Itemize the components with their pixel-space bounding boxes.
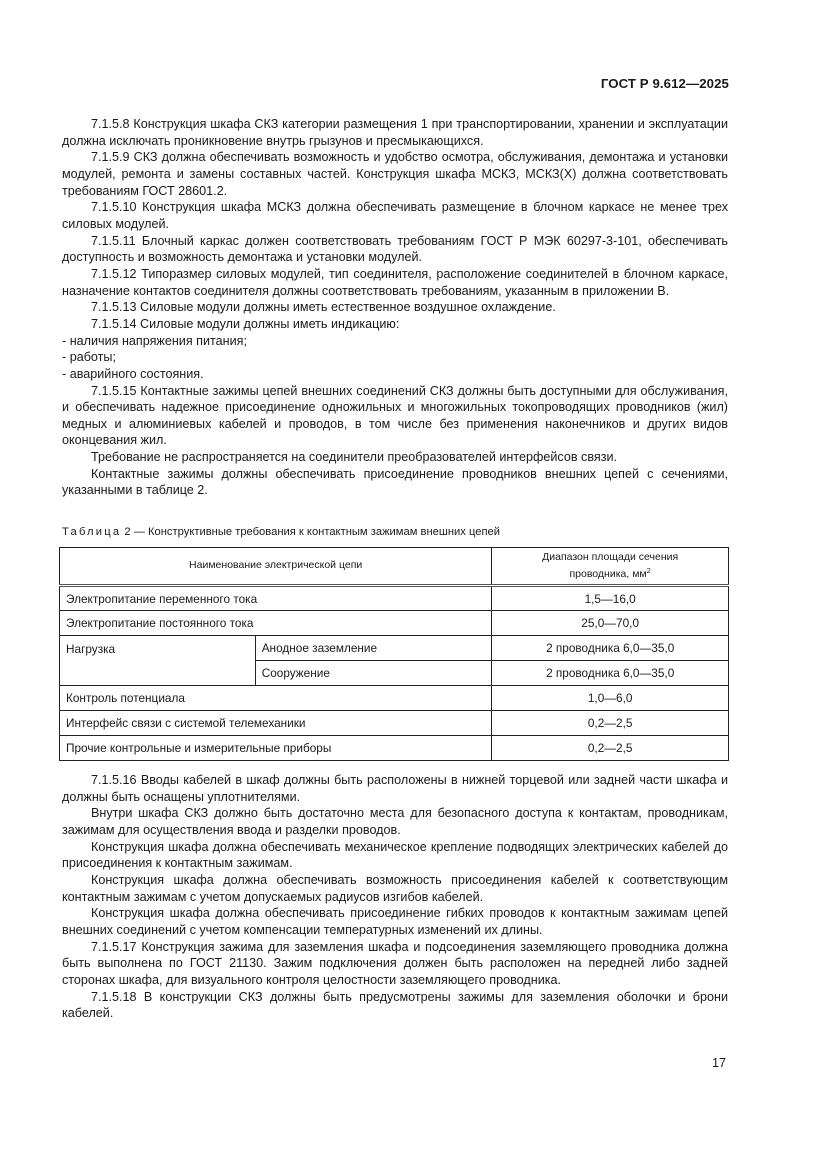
paragraph-7-1-5-15: 7.1.5.15 Контактные зажимы цепей внешних соединений СКЗ должны быть доступными для обслуживания, и обеспечивать надежное присоединение одножильных и многожильных токопроводящих проводников (жил) медных и алюминиевых кабелей и проводов, в том числе без применения наконечников и других видов оконцевания жил. xyxy=(62,383,728,448)
cell-circuit-name: Электропитание переменного тока xyxy=(60,586,492,611)
paragraph-7-1-5-13: 7.1.5.13 Силовые модули должны иметь естественное воздушное охлаждение. xyxy=(91,300,556,315)
cell-circuit-name: Прочие контрольные и измерительные приборы xyxy=(60,736,492,761)
list-item: - аварийного состояния. xyxy=(62,366,204,381)
list-item: - работы; xyxy=(62,350,116,365)
cell-circuit-name: Интерфейс связи с системой телемеханики xyxy=(60,711,492,736)
paragraph-7-1-5-12: 7.1.5.12 Типоразмер силовых модулей, тип соединителя, расположение соединителей в блочном каркасе, назначение контактов соединителя должны соответствовать требованиям, указанным в приложении В. xyxy=(62,266,728,298)
cell-range: 2 проводника 6,0—35,0 xyxy=(492,636,729,661)
paragraph-7-1-5-17: 7.1.5.17 Конструкция зажима для заземления шкафа и подсоединения заземляющего проводника должна быть выполнена по ГОСТ 21130. Зажим подключения должен быть расположен на передней либо задней сторонах шкафа, для визуального контроля целостности заземляющего проводника. xyxy=(62,939,728,987)
table-caption xyxy=(62,525,500,539)
paragraph-access-space: Внутри шкафа СКЗ должно быть достаточно места для безопасного доступа к контактам, проводникам, зажимам для осуществления ввода и разделки проводов. xyxy=(62,806,728,837)
document-code-header: ГОСТ Р 9.612—2025 xyxy=(600,76,729,91)
cell-circuit-name: Электропитание постоянного тока xyxy=(60,611,492,636)
paragraph-7-1-5-11: 7.1.5.11 Блочный каркас должен соответствовать требованиям ГОСТ Р МЭК 60297-3-101, обеспечивать доступность и возможность демонтажа и установки модулей. xyxy=(62,233,728,265)
paragraph-7-1-5-8: 7.1.5.8 Конструкция шкафа СКЗ категории размещения 1 при транспортировании, хранении и эксплуатации должна исключать проникновение внутрь грызунов и пресмыкающихся. xyxy=(62,117,728,148)
table-caption-title: 2 — Конструктивные требования к контактным зажимам внешних цепей xyxy=(121,526,501,538)
header-range-line1: Диапазон площади сечения xyxy=(542,550,679,563)
header-unit-superscript: 2 xyxy=(646,566,651,575)
column-header-circuit-name: Наименование электрической цепи xyxy=(60,548,492,586)
table-caption-label: Таблица xyxy=(62,526,122,538)
cell-range: 0,2—2,5 xyxy=(492,711,729,736)
cell-sub-circuit: Анодное заземление xyxy=(255,636,492,661)
paragraph-7-1-5-10: 7.1.5.10 Конструкция шкафа МСКЗ должна обеспечивать размещение в блочном каркасе не менее трех силовых модулей. xyxy=(62,200,728,231)
table-row xyxy=(60,736,729,761)
table-row xyxy=(60,686,729,711)
paragraph-table-reference: Контактные зажимы должны обеспечивать присоединение проводников внешних цепей с сечениями, указанными в таблице 2. xyxy=(62,466,728,498)
paragraph-flexible-wires: Конструкция шкафа должна обеспечивать присоединение гибких проводов к контактным зажимам цепей внешних соединений с учетом компенсации температурных изменений их длины. xyxy=(62,906,728,937)
list-item: - наличия напряжения питания; xyxy=(62,333,247,348)
table-row xyxy=(60,636,729,661)
body-text-bottom xyxy=(62,772,728,1022)
column-header-cross-section-range xyxy=(492,548,729,586)
paragraph-exception-note: Требование не распространяется на соединители преобразователей интерфейсов связи. xyxy=(91,450,618,465)
cell-sub-circuit: Сооружение xyxy=(255,661,492,686)
cell-circuit-name: Контроль потенциала xyxy=(60,686,492,711)
paragraph-7-1-5-16: 7.1.5.16 Вводы кабелей в шкаф должны быть расположены в нижней торцевой или задней части шкафа и должны быть оснащены уплотнителями. xyxy=(62,773,728,804)
paragraph-bend-radius: Конструкция шкафа должна обеспечивать возможность присоединения кабелей к соответствующим контактным зажимам с учетом допускаемых радиусов изгибов кабелей. xyxy=(62,872,728,904)
table-header-row xyxy=(60,548,729,586)
cell-range: 1,0—6,0 xyxy=(492,686,729,711)
cell-range: 25,0—70,0 xyxy=(492,611,729,636)
table-row xyxy=(60,711,729,736)
paragraph-mechanical-fastening: Конструкция шкафа должна обеспечивать механическое крепление подводящих электрических кабелей до присоединения к контактным зажимам. xyxy=(62,839,728,871)
body-text-top xyxy=(62,116,728,499)
table-row xyxy=(60,586,729,611)
paragraph-7-1-5-14: 7.1.5.14 Силовые модули должны иметь индикацию: xyxy=(91,316,400,331)
cell-range: 1,5—16,0 xyxy=(492,586,729,611)
paragraph-7-1-5-9: 7.1.5.9 СКЗ должна обеспечивать возможность и удобство осмотра, обслуживания, демонтажа и установки модулей, ремонта и замены составных частей. Конструкция шкафа МСКЗ, МСКЗ(Х) должна соответствовать требованиям ГОСТ 28601.2. xyxy=(62,150,728,198)
table-row xyxy=(60,611,729,636)
page-number: 17 xyxy=(711,1056,726,1070)
paragraph-7-1-5-18: 7.1.5.18 В конструкции СКЗ должны быть предусмотрены зажимы для заземления оболочки и брони кабелей. xyxy=(62,989,728,1021)
cell-group-load: Нагрузка xyxy=(60,636,256,686)
cell-range: 2 проводника 6,0—35,0 xyxy=(492,661,729,686)
table-2-terminal-requirements xyxy=(59,547,729,761)
header-range-line2: проводника, мм xyxy=(569,568,647,580)
cell-range: 0,2—2,5 xyxy=(492,736,729,761)
